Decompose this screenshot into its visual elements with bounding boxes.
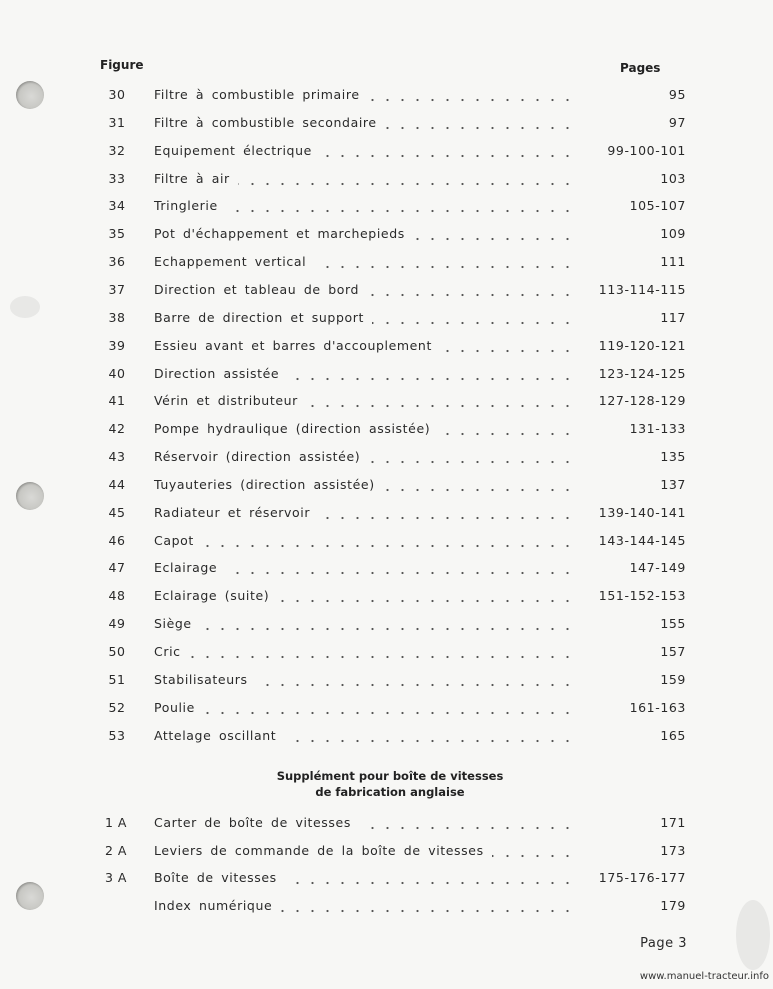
entry-title: Poulie [154,699,195,715]
figure-number: 39 [108,337,126,353]
contents-row [0,421,773,445]
page-reference: 175-176-177 [598,870,686,886]
entry-title: Attelage oscillant [154,727,277,743]
contents-row [0,282,773,306]
page-reference: 137 [660,476,686,492]
contents-row [0,393,773,417]
entry-title: Leviers de commande de la boîte de vitesses [154,842,484,858]
figure-number: 36 [108,254,126,270]
contents-row [0,898,773,922]
page-reference: 105-107 [629,198,686,214]
figure-number: 46 [108,532,126,548]
supplement-heading [220,768,560,800]
entry-title: Stabilisateurs [154,671,248,687]
figure-number: 44 [108,476,126,492]
page-reference: 135 [660,449,686,465]
dot-leader [306,393,577,411]
entry-title: Eclairage (suite) [154,588,270,604]
entry-title: Carter de boîte de vitesses [154,815,351,830]
contents-row [0,143,773,167]
entry-title: Radiateur et réservoir [154,504,311,520]
page-reference: 113-114-115 [598,281,686,297]
entry-title: Vérin et distributeur [154,393,298,409]
entry-title: Direction et tableau de bord [154,281,360,297]
page-reference: 97 [668,114,686,130]
dot-leader [438,421,577,439]
figure-number: 35 [108,226,126,242]
dot-leader [359,815,577,833]
figure-number: 48 [108,588,126,604]
contents-row [0,449,773,473]
figure-number: 1 A [105,815,127,830]
figure-number: 51 [108,671,126,687]
entry-title: Pompe hydraulique (direction assistée) [154,421,431,437]
page-reference: 173 [660,842,686,858]
contents-row [0,644,773,668]
contents-row [0,728,773,752]
entry-title: Cric [154,644,181,659]
page-reference: 119-120-121 [598,337,686,353]
contents-row [0,560,773,584]
entry-title: Pot d'échappement et marchepieds [154,226,405,242]
dot-leader [287,366,577,384]
page-reference: 155 [660,616,686,632]
page-reference: 109 [660,226,686,242]
dot-leader [368,449,577,467]
contents-row [0,254,773,278]
figure-column-header: Figure [100,58,144,72]
entry-title: Equipement électrique [154,142,312,158]
dot-leader [189,644,577,662]
figure-number: 49 [108,616,126,632]
dot-leader [372,310,577,328]
figure-number: 2 A [105,842,127,858]
dot-leader [492,843,577,861]
contents-row [0,505,773,529]
page-reference: 147-149 [629,560,686,576]
figure-number: 45 [108,504,126,520]
contents-row [0,226,773,250]
entry-title: Réservoir (direction assistée) [154,449,361,465]
dot-leader [383,477,577,495]
page-reference: 103 [660,170,686,186]
figure-number: 50 [108,644,126,659]
figure-number: 34 [108,198,126,214]
contents-row [0,588,773,612]
contents-row [0,171,773,195]
page-reference: 139-140-141 [598,504,686,520]
page-reference: 127-128-129 [598,393,686,409]
page-reference: 179 [660,898,686,914]
entry-title: Essieu avant et barres d'accouplement [154,337,432,353]
entry-title: Boîte de vitesses [154,870,277,886]
dot-leader [277,588,577,606]
dot-leader [385,115,577,133]
supplement-heading-line-1: Supplément pour boîte de vitesses [276,769,504,783]
dot-leader [318,505,577,523]
dot-leader [238,171,577,189]
dot-leader [368,87,577,105]
page-reference: 95 [668,87,686,102]
entry-title: Filtre à air [154,170,230,186]
figure-number: 32 [108,142,126,158]
contents-row [0,310,773,334]
contents-row [0,338,773,362]
entry-title: Eclairage [154,560,218,576]
dot-leader [320,143,577,161]
entry-title: Direction assistée [154,365,280,381]
page-reference: 99-100-101 [607,142,686,158]
site-watermark: www.manuel-tracteur.info [639,971,769,982]
figure-number: 30 [108,87,126,102]
figure-number: 38 [108,309,126,325]
page-reference: 171 [660,815,686,830]
dot-leader [202,533,577,551]
page-reference: 123-124-125 [598,365,686,381]
contents-row [0,87,773,111]
entry-title: Barre de direction et support [154,309,364,325]
contents-row [0,533,773,557]
entry-title: Siège [154,616,192,632]
figure-number: 52 [108,699,126,715]
contents-row [0,815,773,839]
figure-number: 40 [108,365,126,381]
dot-leader [200,616,577,634]
entry-title: Filtre à combustible secondaire [154,114,377,130]
dot-leader [367,282,577,300]
dot-leader [280,898,577,916]
page-reference: 165 [660,727,686,743]
page-reference: 143-144-145 [598,532,686,548]
contents-row [0,672,773,696]
pages-column-header: Pages [620,61,661,75]
figure-number: 31 [108,114,126,130]
figure-number: 42 [108,421,126,437]
dot-leader [226,198,577,216]
page-reference: 131-133 [629,421,686,437]
supplement-heading-line-2: de fabrication anglaise [315,785,465,799]
entry-title: Capot [154,532,194,548]
contents-row [0,843,773,867]
contents-row [0,477,773,501]
contents-row [0,198,773,222]
dot-leader [440,338,577,356]
dot-leader [314,254,577,272]
entry-title: Tuyauteries (direction assistée) [154,476,375,492]
contents-row [0,366,773,390]
contents-row [0,115,773,139]
page-reference: 111 [660,254,686,270]
contents-row [0,700,773,724]
dot-leader [225,560,577,578]
figure-number: 3 A [105,870,127,886]
page-reference: 161-163 [629,699,686,715]
entry-title: Index numérique [154,898,273,914]
dot-leader [203,700,577,718]
contents-row [0,870,773,894]
dot-leader [256,672,577,690]
figure-number: 43 [108,449,126,465]
page-number: Page 3 [640,936,687,951]
page-reference: 159 [660,671,686,687]
page-reference: 117 [660,309,686,325]
figure-number: 37 [108,281,126,297]
entry-title: Filtre à combustible primaire [154,87,360,102]
figure-number: 53 [108,727,126,743]
figure-number: 47 [108,560,126,576]
figure-number: 41 [108,393,126,409]
contents-row [0,616,773,640]
page-reference: 157 [660,644,686,659]
dot-leader [285,870,577,888]
figure-number: 33 [108,170,126,186]
entry-title: Echappement vertical [154,254,307,270]
page-reference: 151-152-153 [598,588,686,604]
dot-leader [413,226,577,244]
entry-title: Tringlerie [154,198,218,214]
dot-leader [284,728,577,746]
